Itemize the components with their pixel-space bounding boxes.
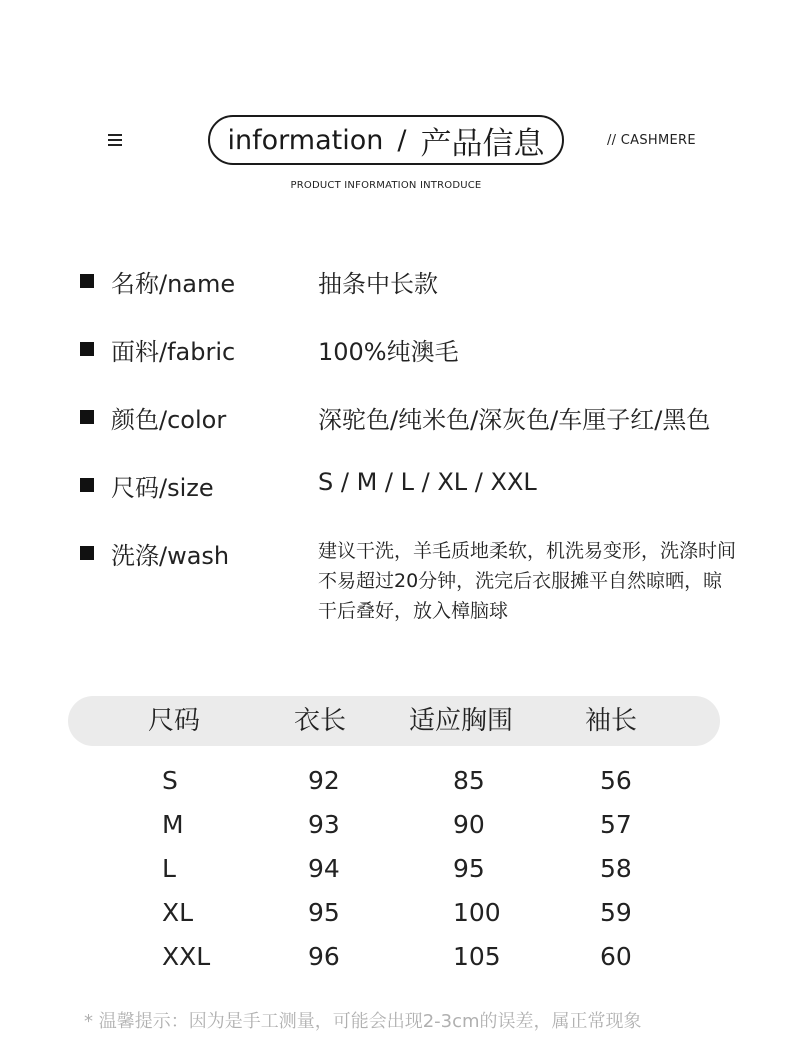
menu-icon — [108, 134, 122, 148]
table-cell: 92 — [308, 766, 340, 795]
table-cell: 59 — [600, 898, 632, 927]
cashmere-tag: // CASHMERE — [607, 133, 696, 148]
col-header-size: 尺码 — [148, 706, 201, 736]
title-separator: / — [397, 124, 407, 156]
table-cell: 105 — [453, 942, 501, 971]
table-cell: 94 — [308, 854, 340, 883]
table-cell: 58 — [600, 854, 632, 883]
table-cell: 57 — [600, 810, 632, 839]
bullet-square-icon — [80, 478, 94, 492]
table-cell: 90 — [453, 810, 485, 839]
info-label: 洗涤/wash — [111, 542, 230, 570]
bullet-square-icon — [80, 274, 94, 288]
info-value: 100%纯澳毛 — [318, 338, 459, 366]
table-cell: 95 — [453, 854, 485, 883]
measurement-note: * 温馨提示：因为是手工测量，可能会出现2-3cm的误差，属正常现象 — [84, 1011, 642, 1032]
table-cell: 60 — [600, 942, 632, 971]
title-badge — [208, 115, 564, 165]
table-cell: M — [162, 810, 184, 839]
info-value: 深驼色/纯米色/深灰色/车厘子红/黑色 — [318, 406, 711, 434]
info-value: S / M / L / XL / XXL — [318, 468, 537, 496]
table-cell: 100 — [453, 898, 501, 927]
table-cell: XXL — [162, 942, 211, 971]
info-label: 尺码/size — [111, 474, 214, 502]
page-subtitle: PRODUCT INFORMATION INTRODUCE — [290, 180, 482, 191]
table-cell: 85 — [453, 766, 485, 795]
table-cell: XL — [162, 898, 194, 927]
table-cell: 96 — [308, 942, 340, 971]
bullet-square-icon — [80, 546, 94, 560]
info-value: 建议干洗，羊毛质地柔软，机洗易变形，洗涤时间不易超过20分钟，洗完后衣服摊平自然晾晒，晾干后叠好，放入樟脑球 — [318, 540, 737, 622]
title-en: information — [227, 124, 384, 156]
col-header-length: 衣长 — [294, 706, 347, 736]
info-label: 名称/name — [111, 270, 236, 298]
bullet-square-icon — [80, 410, 94, 424]
table-cell: L — [162, 854, 176, 883]
table-cell: 93 — [308, 810, 340, 839]
col-header-chest: 适应胸围 — [409, 706, 514, 736]
title-zh: 产品信息 — [420, 125, 545, 162]
info-value: 抽条中长款 — [318, 270, 438, 298]
table-cell: S — [162, 766, 178, 795]
info-label: 面料/fabric — [111, 338, 236, 366]
bullet-square-icon — [80, 342, 94, 356]
col-header-sleeve: 袖长 — [585, 706, 638, 736]
size-table-header — [68, 696, 720, 746]
info-label: 颜色/color — [111, 406, 227, 434]
table-cell: 56 — [600, 766, 632, 795]
table-cell: 95 — [308, 898, 340, 927]
